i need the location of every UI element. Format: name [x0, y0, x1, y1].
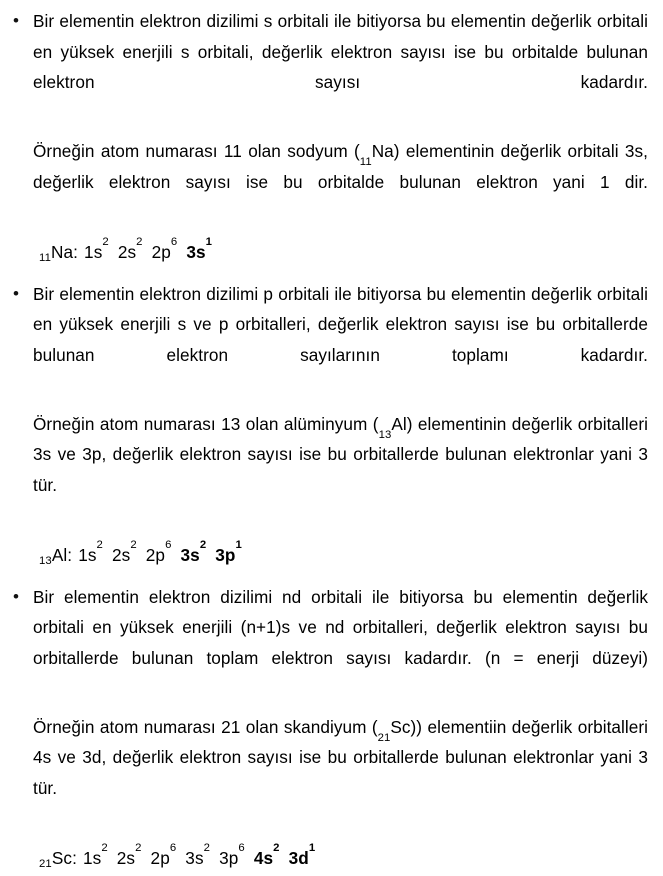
electron-count-superscript: 1 — [235, 538, 242, 551]
valence-orbital-term — [215, 538, 242, 565]
orbital-term — [219, 841, 245, 868]
rule-paragraph: Bir elementin elektron dizilimi p orbitali ile bitiyorsa bu elementin değerlik orbitali en yüksek enerjili s ve p orbitalleri, değerlik elektron sayısı ise bu orbitallerde bulunan elektron sayılarının toplamı kadardır. — [33, 283, 648, 365]
electron-count-superscript: 2 — [96, 538, 103, 551]
example-paragraph — [33, 409, 648, 531]
electron-configuration-nd-orbital — [33, 843, 648, 876]
orbital-term — [84, 235, 109, 262]
electron-count-superscript: 2 — [135, 841, 142, 854]
example-text-before: Örneğin atom numarası 13 olan alüminyum ( — [33, 413, 379, 434]
electron-count-superscript: 2 — [130, 538, 137, 551]
electron-count-superscript: 2 — [101, 841, 108, 854]
valence-orbital-term — [288, 841, 316, 868]
orbital-shell: 3p — [219, 847, 239, 868]
orbital-term — [117, 235, 143, 262]
electron-configuration-s-orbital — [33, 237, 648, 270]
rule-paragraph: Bir elementin elektron dizilimi s orbitali ile bitiyorsa bu elementin değerlik orbitali en yüksek enerjili s orbitali, değerlik elektron sayısı ise bu orbitalde bulunan elektron sayısı kadardır. — [33, 11, 648, 92]
orbital-term — [82, 841, 108, 868]
example-paragraph — [33, 136, 648, 228]
orbital-term — [116, 841, 142, 868]
bullet-list — [0, 6, 648, 876]
element-symbol: Al — [391, 413, 407, 434]
orbital-shell: 4s — [253, 847, 274, 868]
electron-count-superscript: 2 — [102, 235, 109, 248]
bullet-point-icon: • — [13, 11, 19, 30]
element-symbol: Na — [371, 141, 394, 161]
element-symbol-label: Na: — [50, 241, 79, 262]
element-symbol-label: Al: — [51, 544, 73, 565]
element-symbol: Sc)) — [390, 716, 423, 737]
bullet-block-s-orbital — [0, 6, 648, 270]
example-text-after: elementiin değerlik orbitalleri 4s ve 3d, değerlik elektron sayısı ise bu orbitallerde bulunan elektronlar yani 3 tür. — [33, 716, 648, 798]
valence-orbital-term — [180, 538, 207, 565]
orbital-shell: 2p — [150, 847, 170, 868]
bullet-point-icon: • — [13, 283, 19, 303]
orbital-shell: 3s — [185, 847, 204, 868]
electron-configuration-p-orbital — [33, 540, 648, 573]
orbital-term — [111, 538, 137, 565]
element-symbol-label: Sc: — [51, 847, 77, 868]
orbital-shell: 2p — [151, 241, 171, 262]
atomic-number-subscript: 13 — [378, 428, 392, 441]
orbital-shell: 3s — [186, 241, 206, 262]
rule-paragraph: Bir elementin elektron dizilimi nd orbitali ile bitiyorsa bu elementin değerlik orbitali en yüksek enerjili (n+1)s ve nd orbitalleri, değerlik elektron sayısı bu orbitallerde bulunan toplam elektron sayısı kadardır. (n = enerji düzeyi) — [33, 586, 648, 668]
electron-count-superscript: 6 — [170, 235, 178, 248]
orbital-shell: 3d — [288, 847, 309, 868]
valence-orbital-term — [186, 235, 213, 262]
atomic-number: 21 — [39, 858, 52, 871]
electron-count-superscript: 6 — [169, 841, 177, 854]
bullet-block-nd-orbital — [0, 582, 648, 876]
orbital-shell: 2s — [116, 847, 136, 868]
orbital-shell: 1s — [84, 241, 103, 262]
orbital-shell: 3s — [180, 544, 200, 565]
electron-count-superscript: 2 — [203, 841, 211, 854]
example-text-after: ) elementinin değerlik orbitalleri 3s ve 3p, değerlik elektron sayısı ise bu orbitallerde bulunan elektronlar yani 3 tür. — [33, 413, 648, 495]
electron-count-superscript: 2 — [199, 538, 207, 551]
atomic-number-subscript: 21 — [377, 731, 391, 744]
atomic-number-subscript: 11 — [359, 156, 372, 169]
bullet-point-icon: • — [13, 586, 19, 606]
orbital-term — [150, 841, 177, 868]
orbital-term — [145, 538, 172, 565]
electron-count-superscript: 2 — [273, 841, 280, 854]
atomic-number: 13 — [39, 555, 52, 568]
orbital-term — [151, 235, 178, 262]
orbital-shell: 1s — [82, 847, 102, 868]
example-paragraph — [33, 712, 648, 834]
atomic-number: 11 — [39, 252, 51, 265]
orbital-term — [78, 538, 103, 565]
orbital-shell: 3p — [215, 544, 236, 565]
orbital-shell: 2p — [145, 544, 166, 565]
orbital-shell: 2s — [111, 544, 131, 565]
example-text-before: Örneğin atom numarası 21 olan skandiyum ( — [33, 716, 378, 737]
electron-count-superscript: 6 — [238, 841, 245, 854]
valence-orbital-term — [253, 841, 280, 868]
orbital-shell: 1s — [78, 544, 97, 565]
electron-count-superscript: 6 — [165, 538, 172, 551]
electron-count-superscript: 2 — [136, 235, 143, 248]
orbital-term — [185, 841, 211, 868]
example-text-after: ) elementinin değerlik orbitali 3s, değerlik elektron sayısı ise bu orbitalde bulunan elektron yani 1 dir. — [33, 141, 648, 192]
orbital-shell: 2s — [117, 241, 137, 262]
bullet-block-p-orbital — [0, 279, 648, 573]
electron-count-superscript: 1 — [308, 841, 316, 854]
electron-count-superscript: 1 — [205, 235, 213, 248]
example-text-before: Örneğin atom numarası 11 olan sodyum ( — [33, 141, 360, 161]
